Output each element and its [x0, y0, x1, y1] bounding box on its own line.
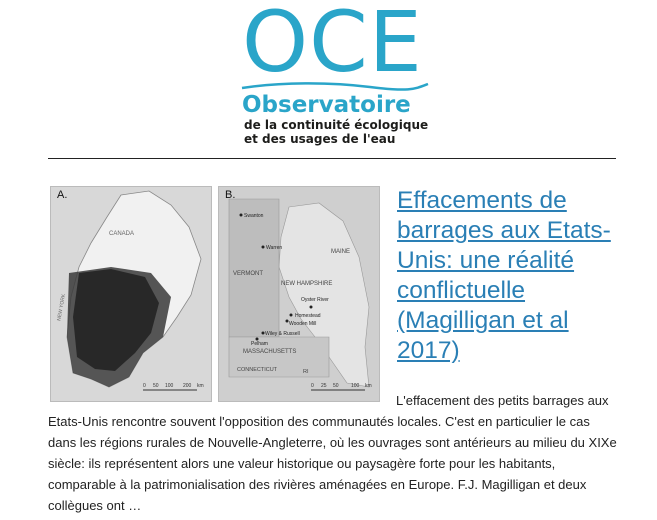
logo-subtitle-line1: de la continuité écologique [244, 118, 429, 132]
map-b-graphic [219, 187, 379, 401]
map-b-vermont: VERMONT [233, 271, 263, 277]
svg-text:0: 0 [311, 383, 314, 389]
panel-b-label: B. [225, 189, 236, 201]
header-divider [48, 158, 616, 159]
map-b-nh: NEW HAMPSHIRE [281, 281, 333, 287]
logo-wave-icon [240, 80, 430, 92]
article-excerpt-container [48, 390, 618, 516]
excerpt-float-spacer [48, 390, 396, 400]
map-panel-b [218, 186, 380, 402]
map-a-graphic [51, 187, 211, 401]
svg-text:100: 100 [351, 383, 360, 389]
site-pelham: Pelham [251, 341, 268, 347]
map-a-canada: CANADA [109, 231, 135, 237]
map-b-connecticut: CONNECTICUT [237, 367, 278, 373]
article-figure[interactable] [50, 186, 386, 400]
logo-subtitle-line2: et des usages de l'eau [244, 132, 396, 146]
site-warren: Warren [266, 245, 283, 251]
panel-a-label: A. [57, 189, 68, 201]
map-b-ri: RI [303, 369, 309, 375]
logo-title: Observatoire [242, 92, 411, 118]
map-b-massachusetts: MASSACHUSETTS [243, 349, 297, 355]
svg-text:km: km [365, 383, 372, 389]
article-excerpt: L'effacement des petits barrages aux Etats-Unis rencontre souvent l'opposition des communautés locales. C'est en particulier le cas dans les régions rurales de Nouvelle-Angleterre, où les ouvrages sont antérieurs au milieu du XIXe siècle: ils représentent alors une valeur historique ou paysagère forte pour les habitants, comparable à la patrimonialisation des rivières aménagées en Europe. F.J. Magilligan et deux collègues ont … [48, 393, 617, 513]
site-swanton: Swanton [244, 213, 264, 219]
site-homestead: Homestead [295, 313, 321, 319]
svg-text:25: 25 [321, 383, 327, 389]
site-wooden-mill: Wooden Mill [289, 321, 317, 327]
map-a-newyork: NEW YORK [56, 293, 67, 322]
site-oyster-river: Oyster River [301, 297, 329, 303]
site-wiley-russell: Wiley & Russell [265, 331, 300, 337]
svg-text:200: 200 [183, 383, 192, 389]
logo-subtitle [244, 118, 428, 146]
map-panel-a [50, 186, 212, 402]
svg-text:100: 100 [165, 383, 174, 389]
svg-text:50: 50 [153, 383, 159, 389]
site-logo[interactable] [240, 0, 430, 146]
map-b-maine: MAINE [331, 249, 351, 255]
svg-text:0: 0 [143, 383, 146, 389]
logo-acronym: OCE [242, 0, 423, 91]
article-headline-link[interactable]: Effacements de barrages aux Etats-Unis: une réalité conflictuelle (Magilligan et al 2017) [397, 187, 611, 364]
svg-text:km: km [197, 383, 204, 389]
svg-text:50: 50 [333, 383, 339, 389]
